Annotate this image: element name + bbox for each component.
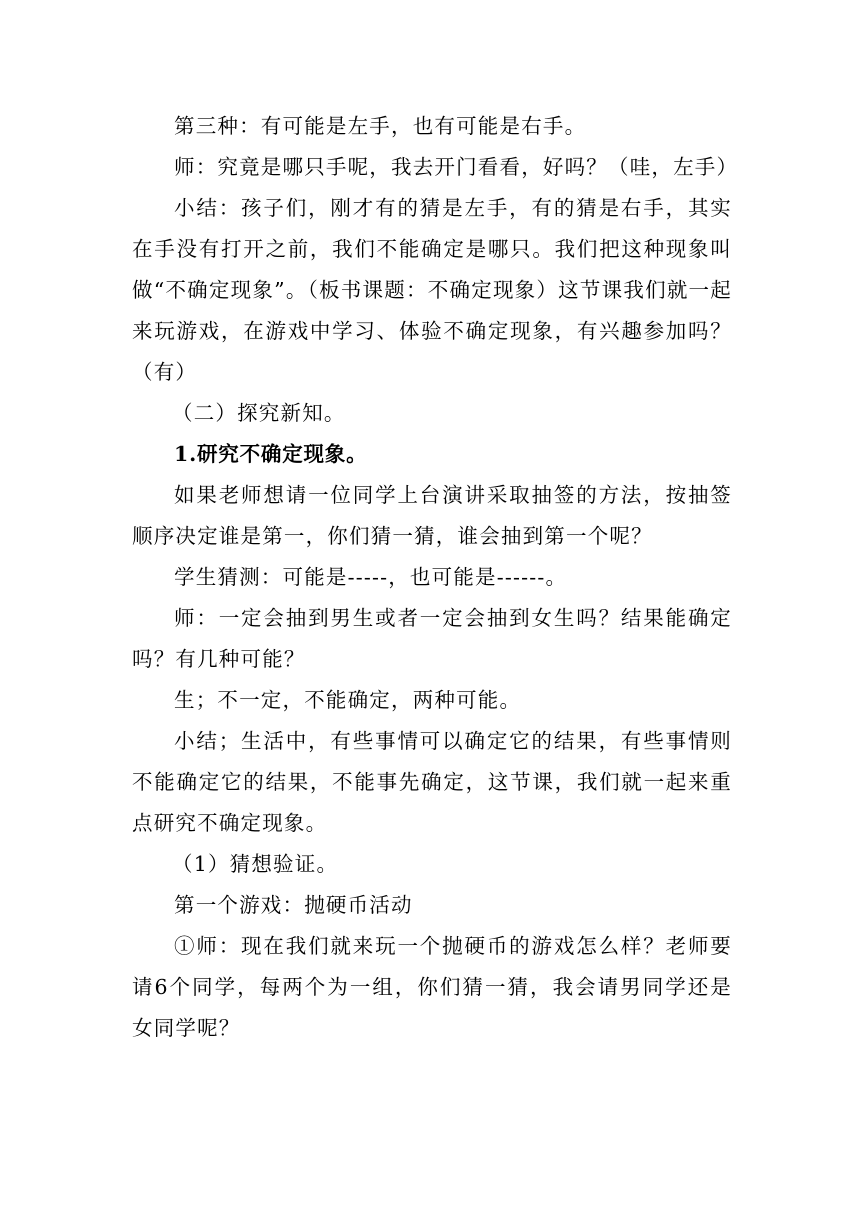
- paragraph-coin-game: ①师：现在我们就来玩一个抛硬币的游戏怎么样？老师要请6个同学，每两个为一组，你们猜一猜，我会请男同学还是女同学呢？: [132, 934, 732, 1040]
- paragraph-student-guess: 学生猜测：可能是-----，也可能是------。: [174, 565, 568, 589]
- paragraph-summary-life: 小结；生活中，有些事情可以确定它的结果，有些事情则不能确定它的结果，不能事先确定，这节课，我们就一起来重点研究不确定现象。: [132, 729, 732, 835]
- paragraph-summary-intro: 小结：孩子们，刚才有的猜是左手，有的猜是右手，其实在手没有打开之前，我们不能确定是哪只。我们把这种现象叫做“不确定现象”。（板书课题：不确定现象）这节课我们就一起来玩游戏，在游戏中学习、体验不确定现象，有兴趣参加吗？（有）: [132, 196, 732, 384]
- section-heading-explore: （二）探究新知。: [172, 401, 346, 425]
- section-heading-study: 1.研究不确定现象。: [174, 442, 368, 466]
- paragraph-teacher-ask: 师：一定会抽到男生或者一定会抽到女生吗？结果能确定吗？有几种可能？: [132, 606, 732, 671]
- paragraph-teacher-question: 师：究竟是哪只手呢，我去开门看看，好吗？（哇，左手）: [174, 155, 739, 179]
- paragraph-student-answer: 生；不一定，不能确定，两种可能。: [174, 688, 522, 712]
- section-heading-guess: （1）猜想验证。: [172, 852, 339, 876]
- paragraph-lottery: 如果老师想请一位同学上台演讲采取抽签的方法，按抽签顺序决定谁是第一，你们猜一猜，谁会抽到第一个呢？: [132, 483, 732, 548]
- paragraph-first-game: 第一个游戏：抛硬币活动: [174, 893, 413, 917]
- document-body: [132, 106, 739, 1049]
- paragraph-third-option: 第三种：有可能是左手，也有可能是右手。: [174, 114, 587, 138]
